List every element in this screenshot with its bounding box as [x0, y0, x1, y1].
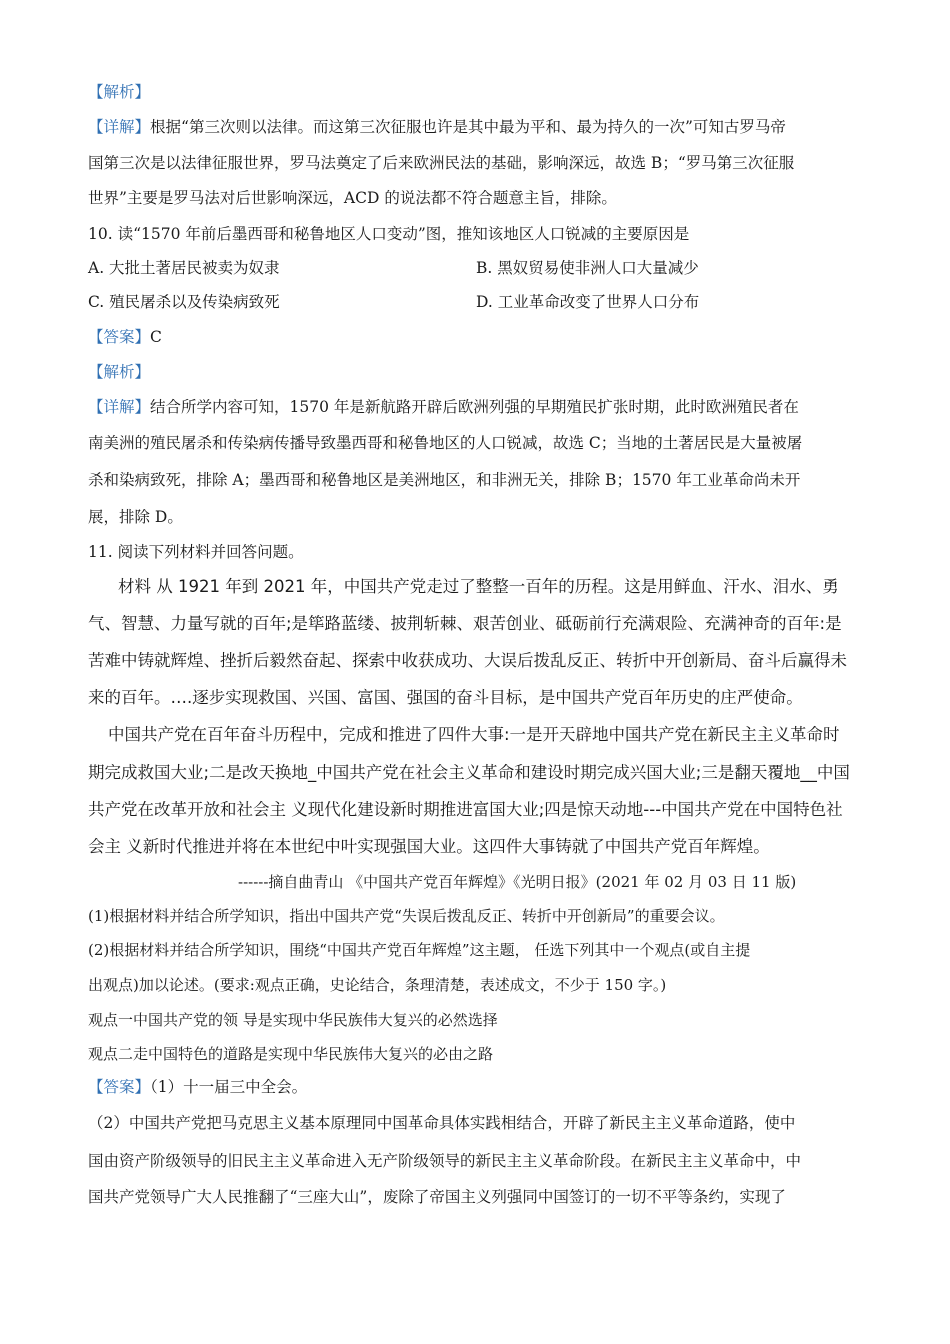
- answer-label: 【答案】: [88, 1078, 151, 1096]
- answer-line: [88, 327, 162, 347]
- analysis-label: 【解析】: [88, 83, 151, 101]
- detail-label: 【详解】: [88, 118, 151, 136]
- detail-line: 南美洲的殖民屠杀和传染病传播导致墨西哥和秘鲁地区的人口锐减，故选 C；当地的土著居民是大量被屠: [88, 434, 803, 452]
- material-line: 会主 义新时代推进并将在本世纪中叶实现强国大业。这四件大事铸就了中国共产党百年辉煌。: [88, 837, 770, 856]
- detail-line: 国第三次是以法律征服世界，罗马法奠定了后来欧洲民法的基础，影响深远，故选 B；“罗马第三次征服: [88, 154, 795, 172]
- option-c: C. 殖民屠杀以及传染病致死: [88, 293, 280, 311]
- sub-question: (2)根据材料并结合所学知识，围绕“中国共产党百年辉煌”这主题， 任选下列其中一个观点(或自主提: [88, 941, 751, 959]
- material-line: 期完成救国大业;二是改天换地_中国共产党在社会主义革命和建设时期完成兴国大业;三是翻天覆地__中国: [88, 763, 850, 782]
- material-line: 中国共产党在百年奋斗历程中，完成和推进了四件大事:一是开天辟地中国共产党在新民主主义革命时: [108, 725, 840, 744]
- question-stem: 10. 读“1570 年前后墨西哥和秘鲁地区人口变动”图，推知该地区人口锐减的主要原因是: [88, 225, 690, 243]
- sub-question: (1)根据材料并结合所学知识，指出中国共产党“失误后拨乱反正、转折中开创新局”的重要会议。: [88, 907, 725, 925]
- answer-line: 国由资产阶级领导的旧民主主义革命进入无产阶级领导的新民主主义革命阶段。在新民主主义革命中，中: [88, 1152, 802, 1170]
- option-b: B. 黑奴贸易使非洲人口大量减少: [476, 259, 699, 277]
- answer-label: 【答案】: [88, 328, 151, 346]
- detail-line: 世界”主要是罗马法对后世影响深远，ACD 的说法都不符合题意主旨，排除。: [88, 189, 617, 207]
- material-line: 材料 从 1921 年到 2021 年，中国共产党走过了整整一百年的历程。这是用鲜血、汗水、泪水、勇: [118, 577, 839, 596]
- question-stem: 11. 阅读下列材料并回答问题。: [88, 543, 304, 561]
- detail-line: 杀和染病致死，排除 A；墨西哥和秘鲁地区是美洲地区，和非洲无关，排除 B；1570 年工业革命尚未开: [88, 471, 801, 489]
- answer-line: 国共产党领导广大人民推翻了“三座大山”，废除了帝国主义列强同中国签订的一切不平等条约，实现了: [88, 1188, 786, 1206]
- answer-value: （1）十一届三中全会。: [150, 1078, 308, 1096]
- option-d: D. 工业革命改变了世界人口分布: [476, 293, 700, 311]
- answer-line: [88, 1077, 307, 1097]
- material-source: ------摘自曲青山 《中国共产党百年辉煌》《光明日报》(2021 年 02 月 03 日 11 版): [238, 873, 797, 891]
- material-line: 气、智慧、力量写就的百年;是筚路蓝缕、披荆斩棘、艰苦创业、砥砺前行充满艰险、充满神奇的百年:是: [88, 614, 842, 633]
- answer-line: （2）中国共产党把马克思主义基本原理同中国革命具体实践相结合，开辟了新民主主义革命道路，使中: [88, 1114, 796, 1132]
- option-a: A. 大批土著居民被卖为奴隶: [88, 259, 280, 277]
- material-line: 苦难中铸就辉煌、挫折后毅然奋起、探索中收获成功、大误后拨乱反正、转折中开创新局、奋斗后赢得未: [88, 651, 847, 670]
- viewpoint-line: 观点一中国共产党的领 导是实现中华民族伟大复兴的必然选择: [88, 1011, 498, 1029]
- sub-question: 出观点)加以论述。(要求:观点正确，史论结合，条理清楚，表述成文，不少于 150 字。): [88, 976, 667, 994]
- detail-line: 【详解】根据“第三次则以法律。而这第三次征服也许是其中最为平和、最为持久的一次”可知古罗马帝: [88, 118, 786, 136]
- analysis-label: 【解析】: [88, 363, 151, 381]
- viewpoint-line: 观点二走中国特色的道路是实现中华民族伟大复兴的必由之路: [88, 1045, 494, 1063]
- material-line: 来的百年。….逐步实现救国、兴国、富国、强国的奋斗目标，是中国共产党百年历史的庄严使命。: [88, 688, 803, 707]
- detail-line: 展，排除 D。: [88, 508, 183, 526]
- detail-label: 【详解】: [88, 398, 151, 416]
- answer-value: C: [150, 328, 162, 346]
- detail-line: 【详解】结合所学内容可知，1570 年是新航路开辟后欧洲列强的早期殖民扩张时期，此时欧洲殖民者在: [88, 398, 799, 416]
- material-line: 共产党在改革开放和社会主 义现代化建设新时期推进富国大业;四是惊天动地---中国共产党在中国特色社: [88, 800, 843, 819]
